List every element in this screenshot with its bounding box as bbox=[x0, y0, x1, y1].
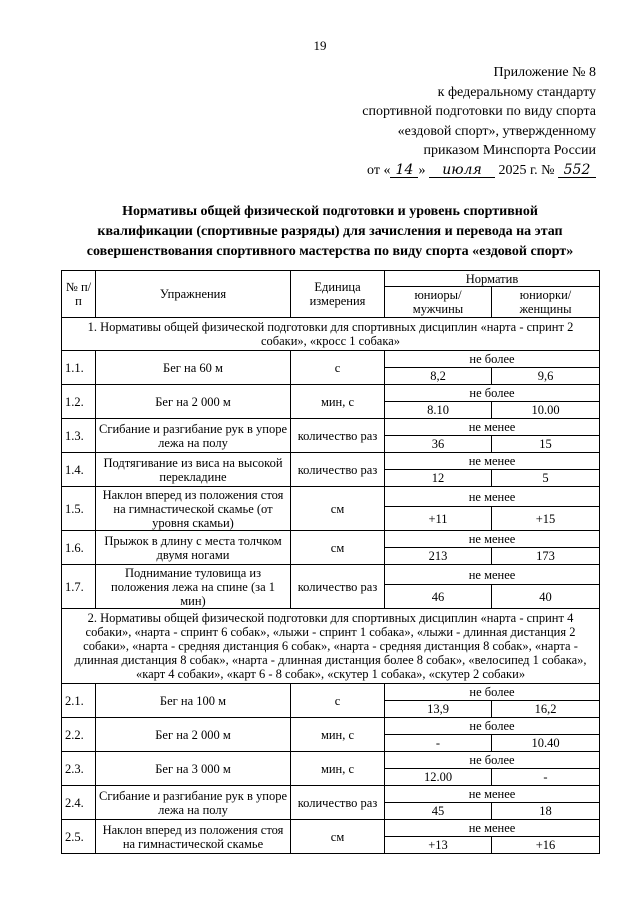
row-condition: не менее bbox=[385, 786, 600, 803]
row-unit: см bbox=[291, 531, 385, 565]
row-number: 2.5. bbox=[62, 820, 96, 854]
row-value-female: 16,2 bbox=[492, 701, 600, 718]
row-condition: не менее bbox=[385, 565, 600, 585]
row-unit: количество раз bbox=[291, 786, 385, 820]
appendix-line-1: Приложение № 8 bbox=[493, 65, 596, 80]
table-row bbox=[62, 531, 600, 548]
row-number: 1.4. bbox=[62, 453, 96, 487]
row-number: 2.2. bbox=[62, 718, 96, 752]
title-line-2: квалификации (спортивные разряды) для зачисления и перевода на этап bbox=[97, 224, 563, 239]
row-value-female: +15 bbox=[492, 507, 600, 531]
table-row bbox=[62, 565, 600, 585]
date-day-handwritten: 14 bbox=[390, 163, 418, 178]
row-number: 2.4. bbox=[62, 786, 96, 820]
appendix-date-line bbox=[316, 161, 596, 181]
header-unit: Единица измерения bbox=[291, 271, 385, 318]
title-line-3: совершенствования спортивного мастерства по виду спорта «ездовой спорт» bbox=[86, 244, 574, 259]
row-value-female: +16 bbox=[492, 837, 600, 854]
date-year: 2025 г. № bbox=[498, 162, 555, 178]
appendix-line-2: к федеральному стандарту bbox=[437, 84, 596, 100]
document-title bbox=[70, 202, 590, 262]
row-exercise: Поднимание туловища из положения лежа на спине (за 1 мин) bbox=[96, 565, 291, 609]
row-condition: не менее bbox=[385, 820, 600, 837]
row-exercise: Наклон вперед из положения стоя на гимнастической скамье bbox=[96, 820, 291, 854]
header-juniors-f: юниорки/ женщины bbox=[492, 287, 600, 318]
row-unit: мин, с bbox=[291, 718, 385, 752]
row-value-female: 40 bbox=[492, 585, 600, 609]
row-exercise: Прыжок в длину с места толчком двумя ногами bbox=[96, 531, 291, 565]
table-row bbox=[62, 786, 600, 803]
row-value-female: 10.00 bbox=[492, 402, 600, 419]
norms-table bbox=[61, 270, 600, 854]
row-number: 1.3. bbox=[62, 419, 96, 453]
row-exercise: Бег на 2 000 м bbox=[96, 385, 291, 419]
row-value-male: 13,9 bbox=[385, 701, 492, 718]
row-value-male: 213 bbox=[385, 548, 492, 565]
row-exercise: Наклон вперед из положения стоя на гимнастической скамье (от уровня скамьи) bbox=[96, 487, 291, 531]
row-value-female: 10.40 bbox=[492, 735, 600, 752]
row-value-female: 18 bbox=[492, 803, 600, 820]
row-value-male: 8,2 bbox=[385, 368, 492, 385]
header-juniors-m: юниоры/ мужчины bbox=[385, 287, 492, 318]
table-row bbox=[62, 752, 600, 769]
header-num: № п/п bbox=[62, 271, 96, 318]
appendix-line-5: приказом Минспорта России bbox=[423, 143, 596, 158]
row-value-male: 12 bbox=[385, 470, 492, 487]
title-line-1: Нормативы общей физической подготовки и уровень спортивной bbox=[122, 204, 538, 219]
row-value-female: - bbox=[492, 769, 600, 786]
row-exercise: Бег на 60 м bbox=[96, 351, 291, 385]
header-norm: Норматив bbox=[385, 271, 600, 287]
row-value-female: 5 bbox=[492, 470, 600, 487]
date-prefix: от « bbox=[367, 162, 391, 178]
row-unit: см bbox=[291, 820, 385, 854]
section-1-heading: 1. Нормативы общей физической подготовки для спортивных дисциплин «нарта - спринт 2 собаки», «кросс 1 собака» bbox=[62, 318, 600, 351]
row-unit: мин, с bbox=[291, 752, 385, 786]
row-condition: не менее bbox=[385, 453, 600, 470]
table-row bbox=[62, 820, 600, 837]
row-condition: не менее bbox=[385, 487, 600, 507]
row-exercise: Бег на 3 000 м bbox=[96, 752, 291, 786]
row-condition: не более bbox=[385, 684, 600, 701]
row-value-male: - bbox=[385, 735, 492, 752]
row-value-female: 9,6 bbox=[492, 368, 600, 385]
row-unit: мин, с bbox=[291, 385, 385, 419]
section-2-heading: 2. Нормативы общей физической подготовки для спортивных дисциплин «нарта - спринт 4 собаки», «нарта - спринт 6 собак», «лыжи - спринт 1 собака», «лыжи - длинная дистанция 2 собаки», «нарта - средняя дистанция 6 собак», «нарта - средняя дистанция 8 собак», «нарта - длинная дистанция 8 собак», «нарта - длинная дистанция более 8 собак», «велосипед 1 собака», «карт 4 собаки», «карт 6 - 8 собак», «скутер 1 собака», «скутер 2 собаки» bbox=[62, 609, 600, 684]
date-month-handwritten: июля bbox=[429, 163, 495, 178]
table-row bbox=[62, 385, 600, 402]
table-row bbox=[62, 419, 600, 436]
date-mid: » bbox=[418, 162, 426, 178]
row-unit: количество раз bbox=[291, 565, 385, 609]
row-value-male: 8.10 bbox=[385, 402, 492, 419]
row-exercise: Бег на 100 м bbox=[96, 684, 291, 718]
row-exercise: Бег на 2 000 м bbox=[96, 718, 291, 752]
row-value-male: +11 bbox=[385, 507, 492, 531]
appendix-header bbox=[316, 63, 596, 180]
table-row bbox=[62, 684, 600, 701]
row-number: 1.6. bbox=[62, 531, 96, 565]
row-condition: не более bbox=[385, 752, 600, 769]
row-number: 2.3. bbox=[62, 752, 96, 786]
row-number: 1.5. bbox=[62, 487, 96, 531]
row-exercise: Сгибание и разгибание рук в упоре лежа на полу bbox=[96, 786, 291, 820]
row-value-male: 12.00 bbox=[385, 769, 492, 786]
table-row bbox=[62, 351, 600, 368]
row-number: 1.2. bbox=[62, 385, 96, 419]
header-exercise: Упражнения bbox=[96, 271, 291, 318]
row-value-female: 15 bbox=[492, 436, 600, 453]
appendix-line-4: «ездовой спорт», утвержденному bbox=[397, 123, 596, 139]
row-unit: количество раз bbox=[291, 419, 385, 453]
appendix-line-3: спортивной подготовки по виду спорта bbox=[362, 104, 596, 119]
row-exercise: Сгибание и разгибание рук в упоре лежа на полу bbox=[96, 419, 291, 453]
row-condition: не более bbox=[385, 351, 600, 368]
row-unit: с bbox=[291, 684, 385, 718]
row-condition: не менее bbox=[385, 531, 600, 548]
row-unit: см bbox=[291, 487, 385, 531]
row-condition: не менее bbox=[385, 419, 600, 436]
row-value-male: 46 bbox=[385, 585, 492, 609]
page-number: 19 bbox=[313, 38, 327, 53]
table-row bbox=[62, 487, 600, 507]
row-number: 1.7. bbox=[62, 565, 96, 609]
row-value-male: 45 bbox=[385, 803, 492, 820]
row-value-male: +13 bbox=[385, 837, 492, 854]
row-unit: количество раз bbox=[291, 453, 385, 487]
row-condition: не более bbox=[385, 385, 600, 402]
table-row bbox=[62, 453, 600, 470]
row-exercise: Подтягивание из виса на высокой перекладине bbox=[96, 453, 291, 487]
row-number: 1.1. bbox=[62, 351, 96, 385]
order-number-handwritten: 552 bbox=[558, 163, 596, 178]
table-row bbox=[62, 718, 600, 735]
row-number: 2.1. bbox=[62, 684, 96, 718]
row-condition: не более bbox=[385, 718, 600, 735]
row-value-female: 173 bbox=[492, 548, 600, 565]
row-unit: с bbox=[291, 351, 385, 385]
row-value-male: 36 bbox=[385, 436, 492, 453]
